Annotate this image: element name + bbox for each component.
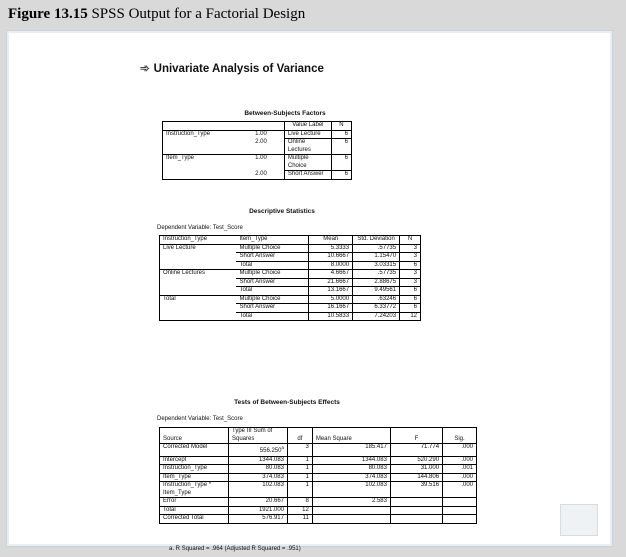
- group-cell: [160, 304, 237, 313]
- std-deviation-cell: .57735: [353, 270, 400, 279]
- group-cell: Live Lecture: [163, 244, 196, 251]
- value-cell: 1.00: [252, 130, 284, 139]
- table-row: [160, 456, 477, 465]
- table-row: [160, 498, 477, 507]
- table-row: [160, 473, 477, 482]
- figure-label: Figure 13.15: [8, 6, 88, 22]
- item-type-cell: Multiple Choice: [236, 295, 308, 304]
- n-cell: 3: [400, 278, 421, 287]
- source-cell: Instruction_Type: [160, 465, 229, 474]
- sig-cell: .001: [443, 465, 477, 474]
- mean-cell: 8.0000: [309, 261, 353, 270]
- mean-square-cell: 102.083: [312, 482, 390, 498]
- mean-cell: 16.1667: [309, 304, 353, 313]
- n-cell: 6: [331, 155, 351, 171]
- tests-dependent-variable: Dependent Variable: Test_Score: [157, 416, 243, 422]
- mean-square-cell: 374.083: [312, 473, 390, 482]
- n-cell: 6: [400, 295, 421, 304]
- sum-of-squares-value: 1344.083: [258, 456, 284, 463]
- std-deviation-cell: 7.24203: [353, 312, 400, 321]
- table-header: Type III Sum of Squares: [229, 428, 288, 444]
- table-row: [163, 155, 352, 171]
- table-header: F: [390, 428, 442, 444]
- sig-cell: .000: [443, 473, 477, 482]
- table-header: Value Label: [284, 122, 331, 131]
- sum-of-squares-value: 576.917: [262, 515, 284, 521]
- df-cell: 11: [288, 515, 313, 524]
- group-cell: Total: [163, 295, 176, 302]
- f-cell: [390, 498, 442, 507]
- arrow-icon: ➾: [140, 63, 150, 75]
- table-row: [160, 444, 477, 457]
- sum-of-squares-cell: [229, 465, 288, 474]
- value-cell: 2.00: [252, 139, 284, 155]
- sum-of-squares-value: 80.083: [265, 465, 284, 471]
- sum-of-squares-cell: [229, 506, 288, 515]
- table-header: df: [288, 428, 313, 444]
- std-deviation-cell: 2.88675: [353, 278, 400, 287]
- sig-cell: .000: [443, 456, 477, 465]
- table-header: Source: [160, 428, 229, 444]
- sum-of-squares-cell: [229, 498, 288, 507]
- table-row: [160, 253, 421, 262]
- table-row: [160, 261, 421, 270]
- group-cell: Online Lectures: [163, 270, 206, 276]
- df-cell: 3: [288, 444, 313, 457]
- f-cell: 520.290: [390, 456, 442, 465]
- table-row: [160, 278, 421, 287]
- table-row: [160, 295, 421, 304]
- std-deviation-cell: 9.49561: [353, 287, 400, 296]
- n-cell: 3: [400, 244, 421, 253]
- tests-table: [159, 427, 477, 524]
- table-header: Mean Square: [312, 428, 390, 444]
- item-type-cell: Multiple Choice: [236, 270, 308, 279]
- table-header: Sig.: [443, 428, 477, 444]
- sum-of-squares-cell: [229, 473, 288, 482]
- sum-of-squares-value: 556.250: [259, 448, 282, 454]
- factor-cell: Instruction_Type: [166, 130, 211, 137]
- between-subjects-table: [162, 121, 352, 180]
- analysis-heading-text: Univariate Analysis of Variance: [153, 63, 324, 75]
- spss-output: [7, 31, 612, 552]
- r-squared-footnote: a. R Squared = .964 (Adjusted R Squared = .951): [169, 546, 301, 552]
- f-cell: 144.806: [390, 473, 442, 482]
- group-cell: [160, 312, 237, 321]
- item-type-cell: Short Answer: [236, 304, 308, 313]
- df-cell: 1: [288, 465, 313, 474]
- label-cell: Live Lecture: [284, 130, 331, 139]
- descriptive-dependent-variable: Dependent Variable: Test_Score: [157, 225, 243, 231]
- mean-cell: 10.6667: [309, 253, 353, 262]
- mean-cell: 5.3333: [309, 244, 353, 253]
- table-header: Mean: [309, 236, 353, 245]
- table-row: [160, 312, 421, 321]
- table-row: [163, 171, 352, 180]
- spss-output-frame: [6, 30, 613, 552]
- table-row: [160, 270, 421, 279]
- std-deviation-cell: .63246: [353, 295, 400, 304]
- figure-title: SPSS Output for a Factorial Design: [91, 6, 306, 22]
- mean-cell: 21.6667: [309, 278, 353, 287]
- table-header: [163, 122, 253, 131]
- item-type-cell: Total: [236, 312, 308, 321]
- mean-square-cell: [312, 506, 390, 515]
- item-type-cell: Short Answer: [236, 278, 308, 287]
- item-type-cell: Short Answer: [236, 253, 308, 262]
- figure-caption: [8, 6, 305, 23]
- n-cell: 6: [400, 287, 421, 296]
- mean-square-cell: [312, 515, 390, 524]
- value-cell: 2.00: [252, 171, 284, 180]
- source-cell: Corrected Total: [160, 515, 229, 524]
- table-row: [163, 130, 352, 139]
- n-cell: 6: [400, 304, 421, 313]
- n-cell: 6: [400, 261, 421, 270]
- df-cell: 8: [288, 498, 313, 507]
- sum-of-squares-cell: [229, 444, 288, 457]
- table-header: Instruction_Type: [160, 236, 237, 245]
- table-row: [160, 515, 477, 524]
- analysis-heading: [140, 61, 324, 75]
- sum-of-squares-cell: [229, 456, 288, 465]
- table-header: N: [331, 122, 351, 131]
- table-row: [160, 287, 421, 296]
- group-cell: [160, 253, 237, 262]
- table-row: [160, 244, 421, 253]
- sig-cell: [443, 498, 477, 507]
- mean-square-cell: 2.583: [312, 498, 390, 507]
- std-deviation-cell: 1.15470: [353, 253, 400, 262]
- n-cell: 6: [344, 171, 348, 177]
- table-row: [160, 482, 477, 498]
- f-cell: 39.516: [390, 482, 442, 498]
- table-header: N: [400, 236, 421, 245]
- sig-cell: .000: [443, 444, 477, 457]
- df-cell: 12: [288, 506, 313, 515]
- source-cell: Total: [160, 506, 229, 515]
- label-cell: Multiple Choice: [284, 155, 331, 171]
- mean-cell: 10.5833: [309, 312, 353, 321]
- factor-cell: Item_Type: [166, 155, 195, 161]
- sum-of-squares-value: 1921.000: [258, 506, 284, 513]
- sig-cell: [443, 515, 477, 524]
- label-cell: Short Answer: [284, 171, 331, 180]
- mean-cell: 5.0000: [309, 295, 353, 304]
- source-cell: Intercept: [160, 456, 229, 465]
- n-cell: 12: [410, 312, 417, 319]
- group-cell: [160, 278, 237, 287]
- f-cell: [390, 515, 442, 524]
- sig-cell: .000: [443, 482, 477, 498]
- sum-of-squares-cell: [229, 515, 288, 524]
- corner-box: [560, 504, 598, 536]
- std-deviation-cell: 3.03315: [353, 261, 400, 270]
- label-cell: Online Lectures: [284, 139, 331, 155]
- n-cell: 3: [400, 253, 421, 262]
- mean-square-cell: 80.083: [312, 465, 390, 474]
- tests-title: Tests of Between-Subjects Effects: [234, 399, 340, 406]
- group-cell: [160, 287, 237, 296]
- table-row: [160, 506, 477, 515]
- table-row: [163, 139, 352, 155]
- sum-of-squares-value: 374.083: [262, 473, 284, 480]
- f-cell: [390, 506, 442, 515]
- table-header: Std. Deviation: [353, 236, 400, 245]
- value-cell: 1.00: [252, 155, 284, 171]
- sum-of-squares-value: 20.667: [265, 498, 284, 504]
- source-cell: Error: [160, 498, 229, 507]
- group-cell: [160, 261, 237, 270]
- n-cell: 6: [331, 130, 351, 139]
- mean-cell: 13.1667: [309, 287, 353, 296]
- mean-square-cell: 1344.083: [312, 456, 390, 465]
- source-cell: Item_Type: [160, 473, 229, 482]
- df-cell: 1: [288, 482, 313, 498]
- sum-of-squares-cell: [229, 482, 288, 498]
- n-cell: 6: [331, 139, 351, 155]
- table-row: [160, 465, 477, 474]
- n-cell: 3: [400, 270, 421, 279]
- descriptive-title: Descriptive Statistics: [249, 208, 315, 215]
- factor-cell: [163, 139, 253, 155]
- mean-square-cell: 185.417: [312, 444, 390, 457]
- table-row: [160, 304, 421, 313]
- df-cell: 1: [288, 473, 313, 482]
- table-header: Item_Type: [236, 236, 308, 245]
- std-deviation-cell: .57735: [353, 244, 400, 253]
- table-header: [252, 122, 284, 131]
- sum-of-squares-value: 102.083: [262, 482, 284, 488]
- std-deviation-cell: 6.33772: [353, 304, 400, 313]
- mean-cell: 4.6667: [309, 270, 353, 279]
- sig-cell: [443, 506, 477, 515]
- df-cell: 1: [288, 456, 313, 465]
- source-cell: Instruction_Type * Item_Type: [160, 482, 229, 498]
- between-subjects-title: Between-Subjects Factors: [244, 110, 326, 117]
- footnote-marker: a: [281, 445, 284, 450]
- factor-cell: [163, 171, 253, 180]
- item-type-cell: Multiple Choice: [236, 244, 308, 253]
- item-type-cell: Total: [236, 287, 308, 296]
- source-cell: Corrected Model: [160, 444, 229, 457]
- f-cell: 31.000: [390, 465, 442, 474]
- f-cell: 71.774: [390, 444, 442, 457]
- item-type-cell: Total: [236, 261, 308, 270]
- descriptive-table: [159, 235, 421, 321]
